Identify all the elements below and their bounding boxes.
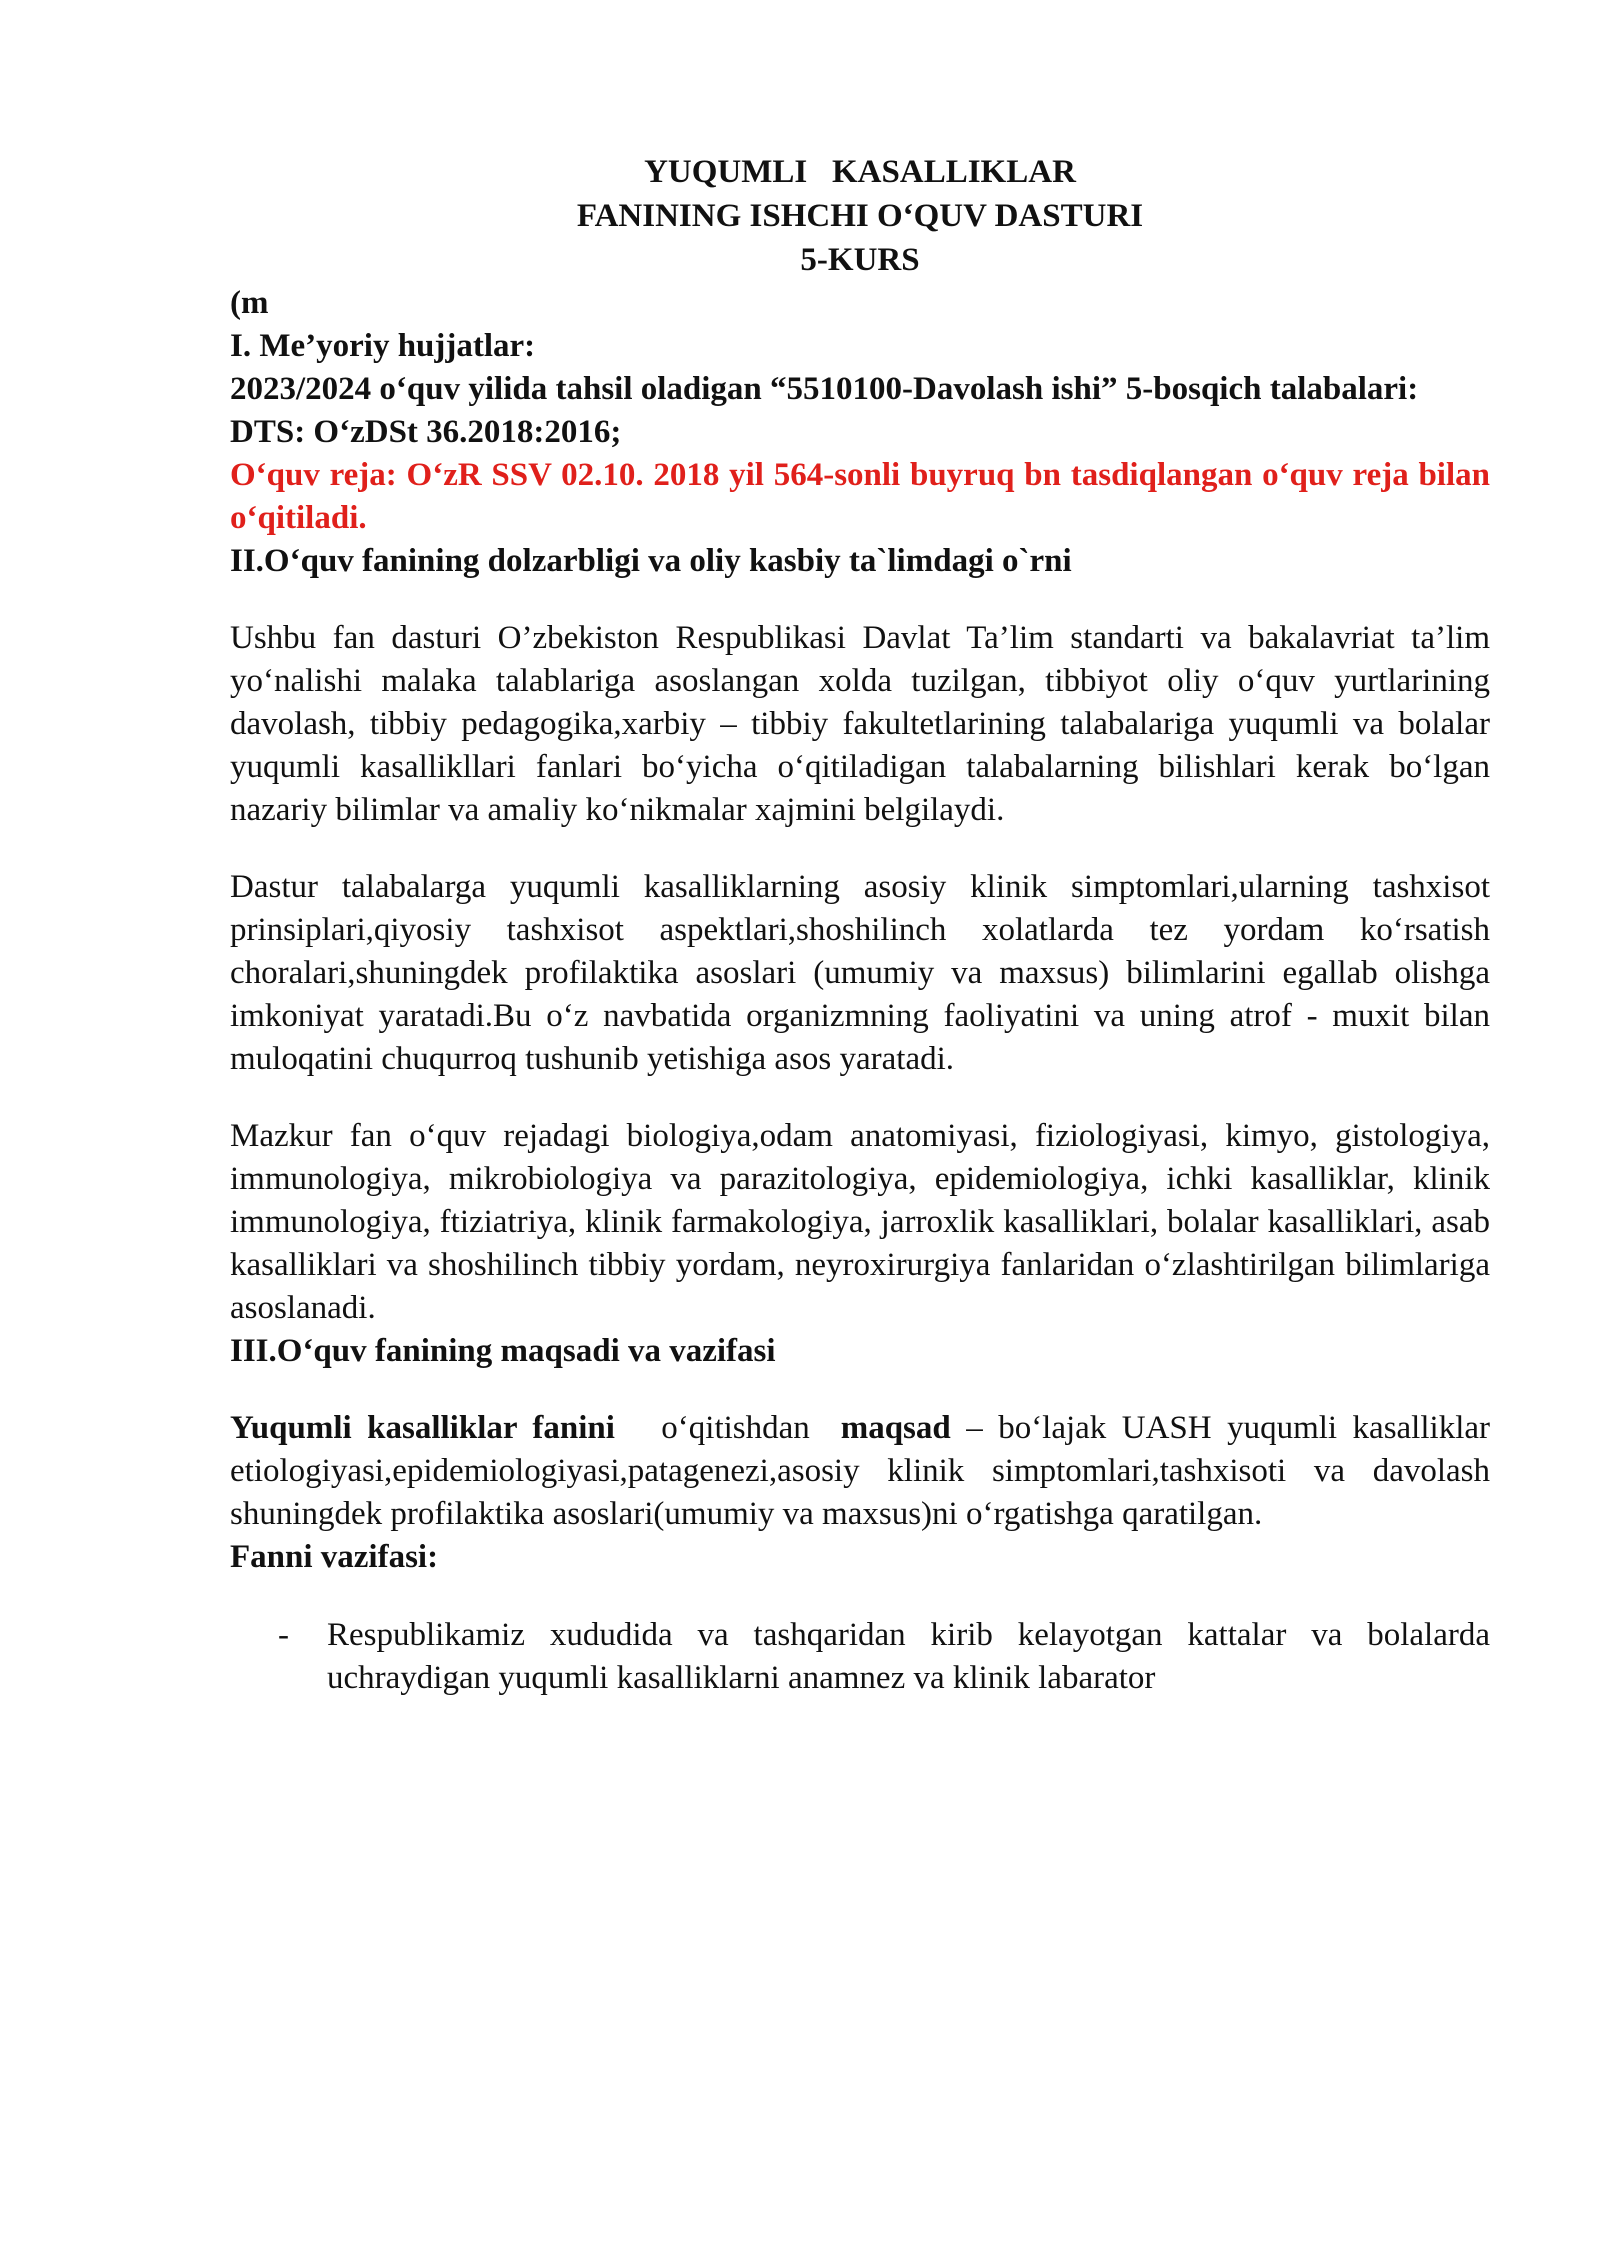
study-plan-line: O‘quv reja: O‘zR SSV 02.10. 2018 yil 564-sonli buyruq bn tasdiqlangan o‘quv reja bilan o‘qitiladi.	[230, 457, 1490, 536]
goal-word: maqsad	[840, 1410, 951, 1446]
tasks-heading: Fanni vazifasi:	[230, 1539, 439, 1575]
section-2-paragraph-3: Mazkur fan o‘quv rejadagi biologiya,odam anatomiyasi, fiziologiyasi, kimyo, gistologiya, immunologiya, mikrobiologiya va parazitologiya, epidemiologiya, ichki kasalliklar, klinik immunologiya, ftiziatriya, klinik farmakologiya, jarroxlik kasalliklari, bolalar kasalliklari, asab kasalliklari va shoshilinch tibbiy yordam, neyroxirurgiya fanlaridan o‘zlashtirilgan bilimlariga asoslanadi.	[230, 1118, 1490, 1326]
goal-paragraph	[230, 1407, 1490, 1536]
goal-rest: – bo‘lajak UASH yuqumli kasalliklar etiologiyasi,epidemiologiyasi,patagenezi,asosiy klinik simptomlari,tashxisoti va davolash shuningdek profilaktika asoslari(umumiy va maxsus)ni o‘rgatishga qaratilgan.	[230, 1410, 1490, 1532]
document-body	[230, 150, 1490, 1700]
section-1-heading: I. Me’yoriy hujjatlar:	[230, 328, 536, 364]
students-line: 2023/2024 o‘quv yilida tahsil oladigan “5510100-Davolash ishi” 5-bosqich talabalari:	[230, 371, 1419, 407]
title-line-2: FANINING ISHCHI O‘QUV DASTURI	[576, 198, 1144, 234]
section-2-heading: II.O‘quv fanining dolzarbligi va oliy kasbiy ta`limdagi o`rni	[230, 543, 1072, 579]
list-item-text: Respublikamiz xududida va tashqaridan kirib kelayotgan kattalar va bolalarda uchraydigan yuqumli kasalliklarni anamnez va klinik labarator	[327, 1617, 1490, 1696]
list-item	[230, 1614, 1490, 1700]
tasks-list	[230, 1614, 1490, 1700]
list-dash: -	[278, 1617, 289, 1653]
text-fragment: (m	[230, 285, 269, 321]
dts-line: DTS: O‘zDSt 36.2018:2016;	[230, 414, 622, 450]
section-3-heading: III.O‘quv fanining maqsadi va vazifasi	[230, 1333, 776, 1369]
section-2-paragraph-2: Dastur talabalarga yuqumli kasalliklarning asosiy klinik simptomlari,ularning tashxisot prinsiplari,qiyosiy tashxisot aspektlari,shoshilinch xolatlarda tez yordam ko‘rsatish choralari,shuningdek profilaktika asoslari (umumiy va maxsus) bilimlarini egallab olishga imkoniyat yaratadi.Bu o‘z navbatida organizmning faoliyatini va uning atrof - muxit bilan muloqatini chuqurroq tushunib yetishiga asos yaratadi.	[230, 869, 1490, 1077]
section-2-paragraph-1: Ushbu fan dasturi O’zbekiston Respublikasi Davlat Ta’lim standarti va bakalavriat ta’lim yo‘nalishi malaka talablariga asoslangan xolda tuzilgan, tibbiyot oliy o‘quv yurtlarining davolash, tibbiy pedagogika,xarbiy – tibbiy fakultetlarining talabalariga yuqumli va bolalar yuqumli kasallikllari fanlari bo‘yicha o‘qitiladigan talabalarning bilishlari kerak bo‘lgan nazariy bilimlar va amaliy ko‘nikmalar xajmini belgilaydi.	[230, 620, 1490, 828]
goal-mid: o‘qitishdan	[614, 1410, 841, 1446]
goal-lead: Yuqumli kasalliklar fanini	[230, 1410, 615, 1446]
title-line-3: 5-KURS	[800, 242, 920, 278]
title-line-1: YUQUMLI KASALLIKLAR	[644, 154, 1076, 190]
document-title	[230, 150, 1490, 282]
